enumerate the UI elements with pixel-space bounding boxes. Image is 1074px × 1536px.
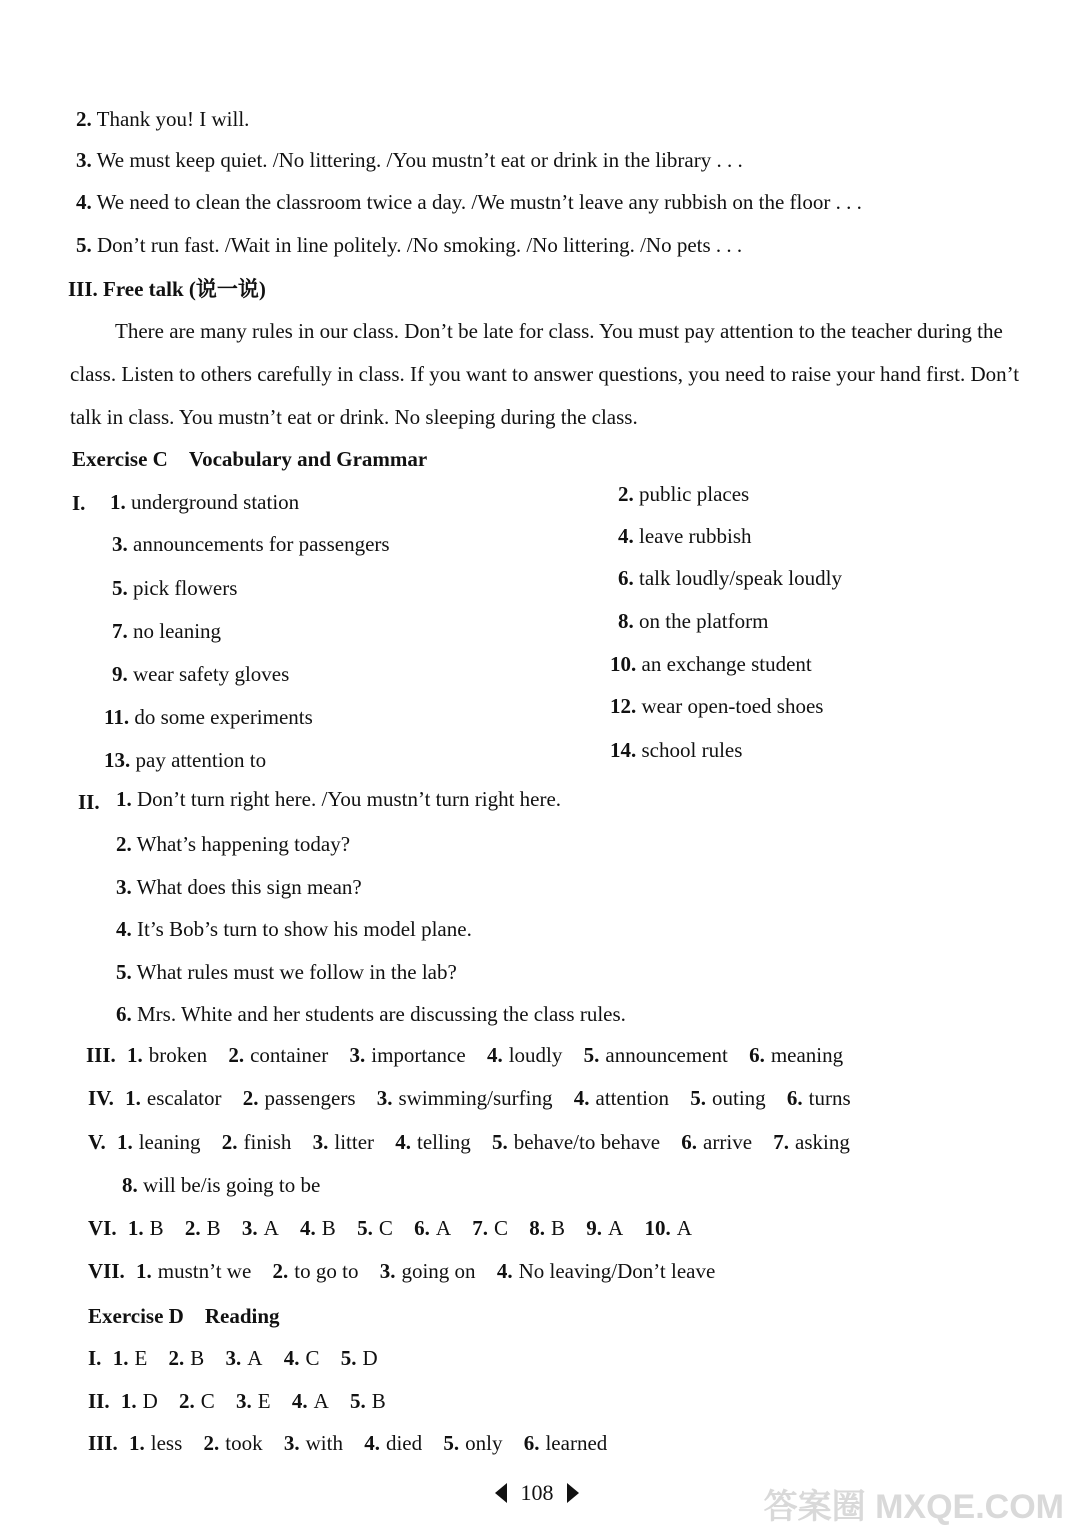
vocab-item: 13. pay attention to [104, 748, 267, 772]
vocab-item: 10. an exchange student [610, 652, 812, 676]
answer-row-vi: VI. 1. B 2. B 3. A 4. B 5. C 6. A 7. C 8. B 9. A 10. A [88, 1216, 692, 1240]
answer-row-vii: VII. 1. mustn’t we 2. to go to 3. going on 4. No leaving/Don’t leave [88, 1259, 716, 1283]
vocab-item: 5. pick flowers [112, 576, 238, 600]
sentence-item: 5. What rules must we follow in the lab? [116, 960, 457, 984]
vocab-item: 8. on the platform [618, 609, 769, 633]
sentence-item: 1. Don’t turn right here. /You mustn’t turn right here. [116, 787, 562, 811]
roman-numeral: II. [78, 790, 100, 814]
section-heading-exercise-c: Exercise C Vocabulary and Grammar [72, 447, 428, 471]
answer-row-iv: IV. 1. escalator 2. passengers 3. swimming/surfing 4. attention 5. outing 6. turns [88, 1086, 851, 1110]
section-heading-free-talk: III. Free talk (说一说) [68, 277, 266, 301]
sentence-item: 4. It’s Bob’s turn to show his model plane. [116, 917, 472, 941]
sentence-item: 2. What’s happening today? [116, 832, 351, 856]
free-talk-paragraph: There are many rules in our class. Don’t be late for class. You must pay attention to the teacher during the class. Listen to others carefully in class. If you want to answer questions, you need to raise your hand first. Don’t talk in class. You mustn’t eat or drink. No sleeping during the class. [70, 319, 1020, 429]
roman-numeral: I. [72, 491, 86, 515]
answer-row-d-iii: III. 1. less 2. took 3. with 4. died 5. only 6. learned [88, 1431, 608, 1455]
answer-line: 3. We must keep quiet. /No littering. /You mustn’t eat or drink in the library . . . [76, 148, 743, 172]
page-number: 108 [520, 1480, 554, 1506]
answer-row-v-continued: 8. will be/is going to be [122, 1173, 321, 1197]
vocab-item: 6. talk loudly/speak loudly [618, 566, 842, 590]
vocab-item: 7. no leaning [112, 619, 222, 643]
vocab-item: 9. wear safety gloves [112, 662, 290, 686]
section-heading-exercise-d: Exercise D Reading [88, 1304, 280, 1328]
vocab-item: 12. wear open-toed shoes [610, 694, 824, 718]
answer-row-v: V. 1. leaning 2. finish 3. litter 4. telling 5. behave/to behave 6. arrive 7. asking [88, 1130, 850, 1154]
watermark: 答案圈 MXQE.COM [763, 1488, 1064, 1526]
answer-row-iii: III. 1. broken 2. container 3. importance 4. loudly 5. announcement 6. meaning [86, 1043, 844, 1067]
sentence-item: 6. Mrs. White and her students are discussing the class rules. [116, 1002, 626, 1026]
answer-line: 5. Don’t run fast. /Wait in line politely. /No smoking. /No littering. /No pets . . . [76, 233, 743, 257]
left-triangle-icon [495, 1483, 507, 1503]
vocab-item: 14. school rules [610, 738, 743, 762]
answer-line: 2. Thank you! I will. [76, 107, 250, 131]
vocab-item: 4. leave rubbish [618, 524, 752, 548]
answer-line: 4. We need to clean the classroom twice a day. /We mustn’t leave any rubbish on the floor . . . [76, 190, 862, 214]
vocab-item: 2. public places [618, 482, 750, 506]
right-triangle-icon [567, 1483, 579, 1503]
sentence-item: 3. What does this sign mean? [116, 875, 362, 899]
vocab-item: 11. do some experiments [104, 705, 313, 729]
answer-row-d-i: I. 1. E 2. B 3. A 4. C 5. D [88, 1346, 378, 1370]
vocab-item: 1. underground station [110, 490, 300, 514]
answer-row-d-ii: II. 1. D 2. C 3. E 4. A 5. B [88, 1389, 386, 1413]
vocab-item: 3. announcements for passengers [112, 532, 390, 556]
